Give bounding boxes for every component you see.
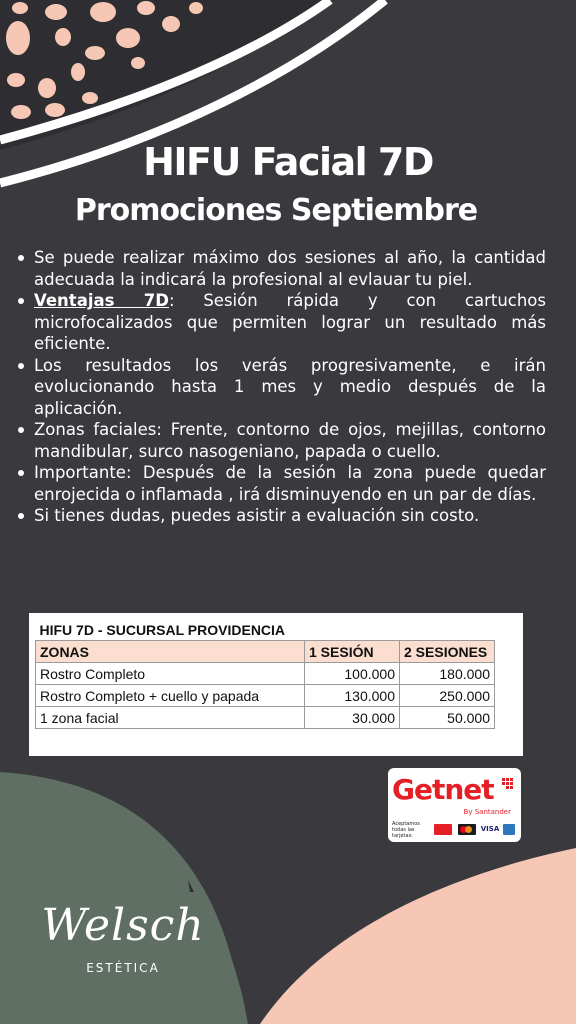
header-2-sesiones: 2 SESIONES	[400, 641, 495, 663]
red-compra-icon	[434, 824, 452, 835]
payment-badge	[388, 768, 521, 842]
mastercard-icon	[458, 824, 476, 835]
table-cell: 100.000	[305, 663, 400, 685]
table-cell: Rostro Completo	[36, 663, 305, 685]
brand-tagline: ESTÉTICA	[86, 961, 160, 975]
bullet-text: Se puede realizar máximo dos sesiones al año, la cantidad adecuada la indicará la profesional al evlauar tu piel.	[34, 248, 546, 289]
bullet-prefix: Ventajas 7D	[34, 291, 169, 310]
table-caption: HIFU 7D - SUCURSAL PROVIDENCIA	[36, 619, 495, 641]
list-item	[15, 290, 546, 355]
list-item	[15, 505, 546, 527]
peach-corner-shape	[260, 848, 576, 1024]
amex-icon	[503, 824, 515, 835]
table-cell: 130.000	[305, 685, 400, 707]
table-cell: 250.000	[400, 685, 495, 707]
bullet-text: Importante: Después de la sesión la zona puede quedar enrojecida o inflamada , irá disminuyendo en un par de días.	[34, 463, 546, 504]
table-cell: 1 zona facial	[36, 707, 305, 729]
list-item	[15, 419, 546, 462]
table-cell: 180.000	[400, 663, 495, 685]
list-item	[15, 247, 546, 290]
price-table-card	[29, 613, 523, 756]
table-cell: 30.000	[305, 707, 400, 729]
table-row	[36, 663, 495, 685]
bullet-text: Zonas faciales: Frente, contorno de ojos, mejillas, contorno mandibular, surco nasogeniano, papada o cuello.	[34, 420, 546, 461]
bullet-text: Si tienes dudas, puedes asistir a evaluación sin costo.	[34, 506, 480, 525]
accepted-cards-label: Aceptamos todas las tarjetas:	[392, 821, 420, 839]
brand-logo-name: Welsch	[41, 900, 205, 951]
price-table	[35, 619, 495, 729]
table-caption-row	[36, 619, 495, 641]
green-corner-shape	[0, 772, 248, 1024]
table-row	[36, 685, 495, 707]
table-row	[36, 707, 495, 729]
page-subtitle: Promociones Septiembre	[74, 193, 478, 228]
page-title: HIFU Facial 7D	[143, 140, 433, 184]
info-list	[15, 247, 546, 527]
header-1-sesion: 1 SESIÓN	[305, 641, 400, 663]
visa-icon: VISA	[480, 825, 500, 833]
table-header-row	[36, 641, 495, 663]
list-item	[15, 355, 546, 420]
getnet-logo: Getnet	[392, 773, 494, 806]
bullet-text: : Sesión rápida y con cartuchos microfocalizados que permiten lograr un resultado más eficiente.	[34, 291, 546, 353]
getnet-by-santander: By Santander	[463, 808, 511, 816]
list-item	[15, 462, 546, 505]
getnet-dots-icon	[502, 778, 514, 790]
table-cell: Rostro Completo + cuello y papada	[36, 685, 305, 707]
table-cell: 50.000	[400, 707, 495, 729]
bullet-text: Los resultados los verás progresivamente, e irán evolucionando hasta 1 mes y medio después de la aplicación.	[34, 355, 546, 418]
header-zonas: ZONAS	[36, 641, 305, 663]
